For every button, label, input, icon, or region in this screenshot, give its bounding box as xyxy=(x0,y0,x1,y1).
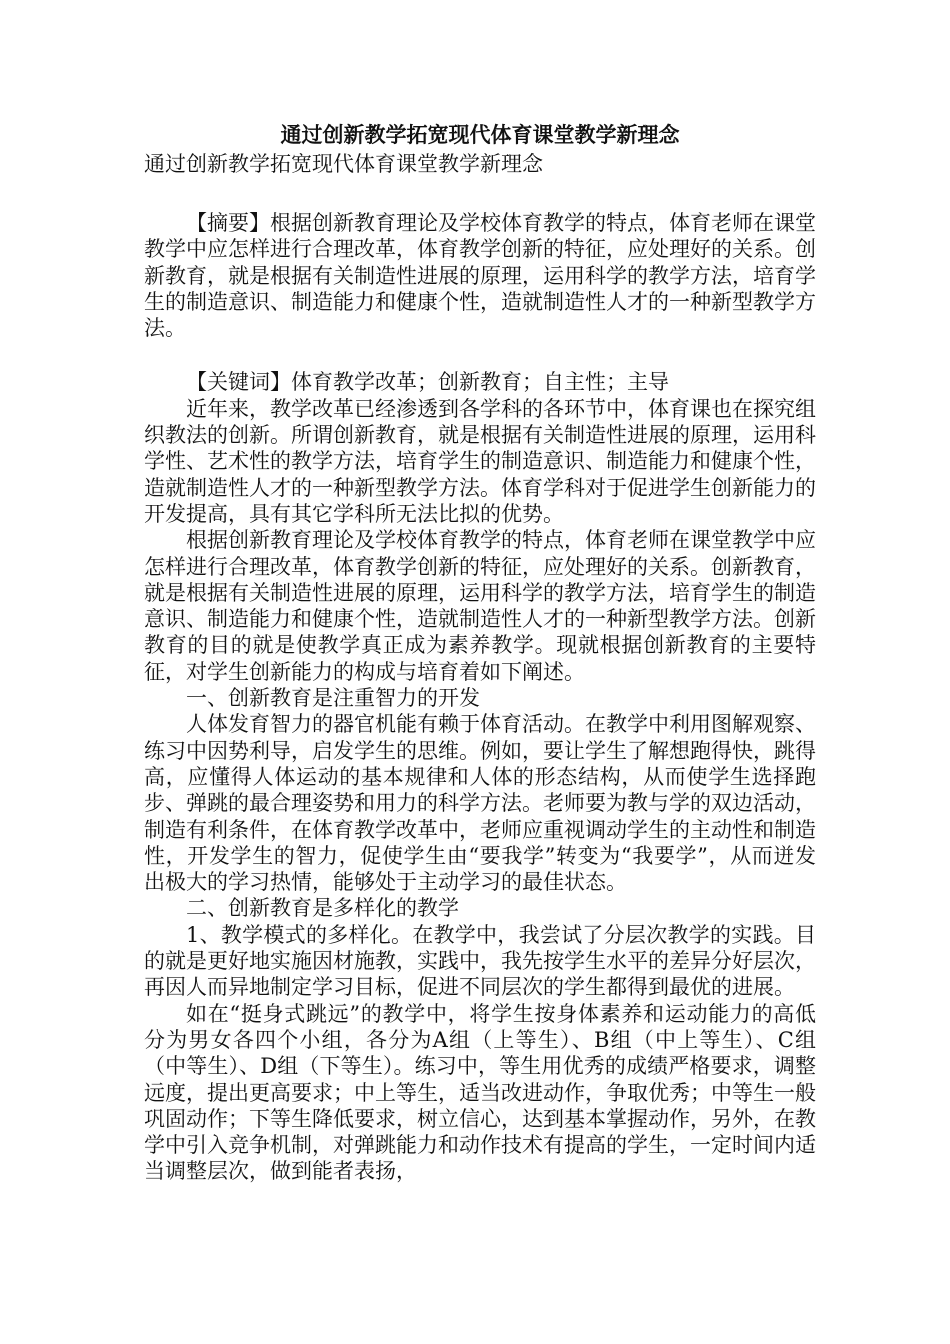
abstract-paragraph: 【摘要】根据创新教育理论及学校体育教学的特点，体育老师在课堂教学中应怎样进行合理改革，体育教学创新的特征，应处理好的关系。创新教育，就是根据有关制造性进展的原理，运用科学的教学方法，培育学生的制造意识、制造能力和健康个性，造就制造性人才的一种新型教学方法。 xyxy=(144,211,816,341)
body-paragraph-5: 如在“挺身式跳远”的教学中，将学生按身体素养和运动能力的高低分为男女各四个小组，各分为A组（上等生）、B组（中上等生）、C组（中等生）、D组（下等生）。练习中，等生用优秀的成绩严格要求，调整远度，提出更高要求；中上等生，适当改进动作，争取优秀；中等生一般巩固动作；下等生降低要求，树立信心，达到基本掌握动作，另外，在教学中引入竞争机制，对弹跳能力和动作技术有提高的学生，一定时间内适当调整层次，做到能者表扬， xyxy=(144,1001,816,1184)
body-paragraph-2: 根据创新教育理论及学校体育教学的特点，体育老师在课堂教学中应怎样进行合理改革，体育教学创新的特征，应处理好的关系。创新教育，就是根据有关制造性进展的原理，运用科学的教学方法，培育学生的制造意识、制造能力和健康个性，造就制造性人才的一种新型教学方法。创新教育的目的就是使教学真正成为素养教学。现就根据创新教育的主要特征，对学生创新能力的构成与培育着如下阐述。 xyxy=(144,528,816,684)
section-heading-1: 一、创新教育是注重智力的开发 xyxy=(186,686,480,711)
body-paragraph-1: 近年来，教学改革已经渗透到各学科的各环节中，体育课也在探究组织教法的创新。所谓创新教育，就是根据有关制造性进展的原理，运用科学性、艺术性的教学方法，培育学生的制造意识、制造能力和健康个性，造就制造性人才的一种新型教学方法。体育学科对于促进学生创新能力的开发提高，具有其它学科所无法比拟的优势。 xyxy=(144,396,816,526)
document-title: 通过创新教学拓宽现代体育课堂教学新理念 xyxy=(280,122,680,147)
body-paragraph-3: 人体发育智力的器官机能有赖于体育活动。在教学中利用图解观察、练习中因势利导，启发学生的思维。例如，要让学生了解想跑得快，跳得高，应懂得人体运动的基本规律和人体的形态结构，从而使学生选择跑步、弹跳的最合理姿势和用力的科学方法。老师要为教与学的双边活动，制造有利条件，在体育教学改革中，老师应重视调动学生的主动性和制造性，开发学生的智力，促使学生由“要我学”转变为“我要学”，从而迸发出极大的学习热情，能够处于主动学习的最佳状态。 xyxy=(144,712,816,895)
document-page xyxy=(144,120,816,1185)
body-paragraph-4: 1、教学模式的多样化。在教学中，我尝试了分层次教学的实践。目的就是更好地实施因材施教，实践中，我先按学生水平的差异分好层次，再因人而异地制定学习目标，促进不同层次的学生都得到最优的进展。 xyxy=(144,922,816,1000)
keywords-line: 【关键词】体育教学改革；创新教育；自主性；主导 xyxy=(186,370,669,395)
document-subtitle: 通过创新教学拓宽现代体育课堂教学新理念 xyxy=(144,152,543,176)
section-heading-2: 二、创新教育是多样化的教学 xyxy=(186,896,459,921)
